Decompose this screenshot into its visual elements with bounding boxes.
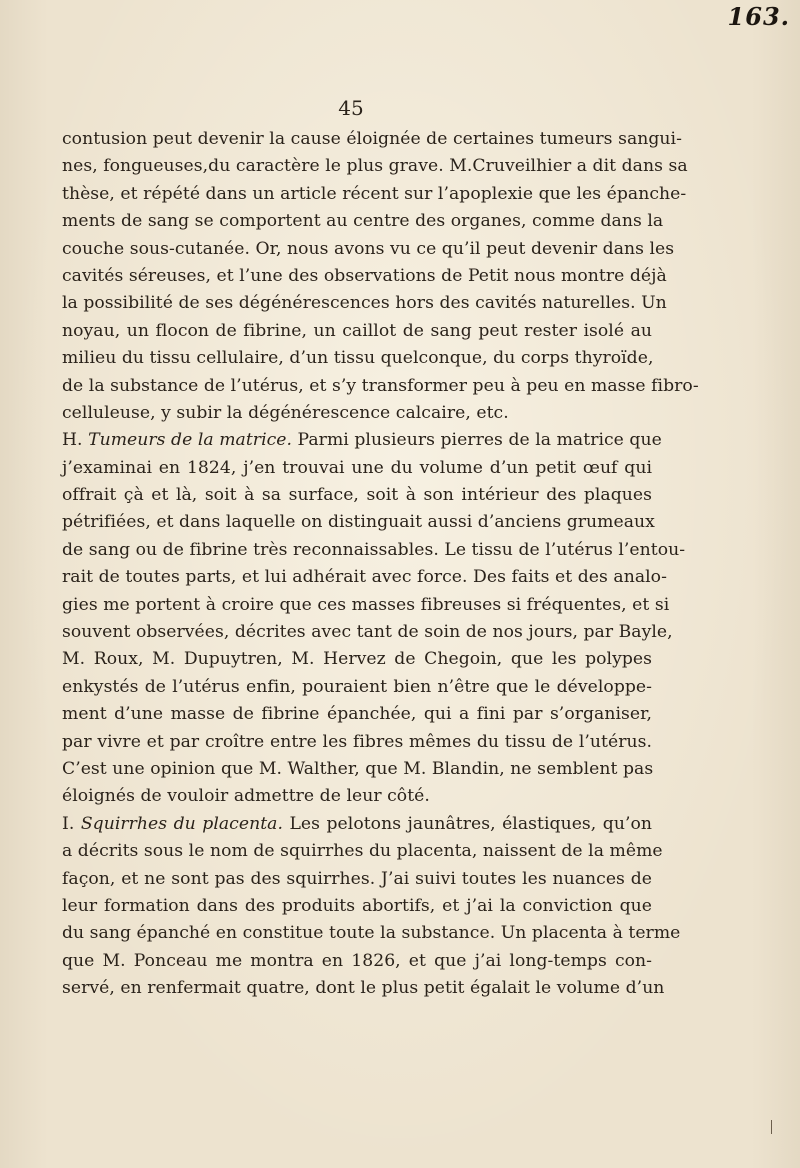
line-text: Parmi plusieurs pierres de la matrice que: [292, 430, 662, 451]
line-text: milieu du tissu cellulaire, d’un tissu quelconque, du corps thyroïde,: [62, 348, 654, 369]
line-text: contusion peut devenir la cause éloignée de certaines tumeurs sangui-: [62, 129, 682, 149]
text-line: [62, 920, 681, 947]
line-text: servé, en renfermait quatre, dont le plus petit égalait le volume d’un: [62, 978, 665, 999]
text-line: [62, 455, 652, 482]
line-text: par vivre et par croître entre les fibres mêmes du tissu de l’utérus.: [62, 731, 652, 752]
line-text: a décrits sous le nom de squirrhes du placenta, naissent de la même: [62, 841, 663, 862]
text-line: [62, 318, 652, 345]
text-line: [62, 619, 673, 646]
line-text: façon, et ne sont pas des squirrhes. J’ai suivi toutes les nuances de: [62, 868, 652, 889]
text-line: [62, 263, 667, 290]
line-text: pétrifiées, et dans laquelle on distinguait aussi d’anciens grumeaux: [62, 512, 655, 533]
text-line: [62, 482, 652, 509]
text-line: [62, 592, 670, 619]
line-text: couche sous-cutanée. Or, nous avons vu ce qu’il peut devenir dans les: [62, 238, 675, 259]
text-line: [62, 948, 652, 975]
line-text: offrait çà et là, soit à sa surface, soit à son intérieur des plaques: [62, 485, 652, 506]
line-text: nes, fongueuses,du caractère le plus grave. M.Cruveilhier a dit dans sa: [62, 156, 688, 177]
text-line: [62, 400, 652, 427]
text-line: [62, 838, 663, 865]
text-line: [62, 181, 687, 208]
text-line: [62, 373, 699, 400]
text-line: [62, 427, 662, 454]
handwritten-folio-number: 163.: [727, 2, 790, 31]
line-text: souvent observées, décrites avec tant de soin de nos jours, par Bayle,: [62, 622, 673, 643]
section-heading: Tumeurs de la matrice.: [88, 430, 293, 451]
text-line: [62, 729, 652, 756]
text-line: [62, 893, 652, 920]
line-text: gies me portent à croire que ces masses fibreuses si fréquentes, et si: [62, 594, 670, 615]
text-line: [62, 208, 664, 235]
line-text: ments de sang se comportent au centre des organes, comme dans la: [62, 211, 664, 232]
line-text: Les pelotons jaunâtres, élastiques, qu’on: [282, 813, 652, 834]
text-line: [62, 537, 686, 564]
line-text: celluleuse, y subir la dégénérescence calcaire, etc.: [62, 402, 509, 423]
text-line: [62, 756, 652, 783]
line-text: enkystés de l’utérus enfin, pouraient bien n’être que le développe-: [62, 676, 652, 697]
text-line: [62, 646, 652, 673]
text-line: [62, 701, 652, 728]
text-line: [62, 783, 652, 810]
text-line: [62, 564, 667, 591]
line-text: de sang ou de fibrine très reconnaissables. Le tissu de l’utérus l’entou-: [62, 539, 686, 560]
line-text: de la substance de l’utérus, et s’y transformer peu à peu en masse fibro-: [62, 375, 699, 396]
text-line: [62, 975, 665, 1002]
line-text: cavités séreuses, et l’une des observations de Petit nous montre déjà: [62, 265, 667, 286]
text-line: [62, 345, 652, 372]
text-line: [62, 126, 682, 153]
text-line: [62, 236, 675, 263]
line-text: leur formation dans des produits abortifs, et j’ai la conviction que: [62, 895, 652, 916]
text-line: [62, 674, 652, 701]
line-text: C’est une opinion que M. Walther, que M. Blandin, ne semblent pas: [62, 758, 654, 779]
text-line: [62, 866, 652, 893]
section-heading: Squirrhes du placenta.: [80, 813, 283, 834]
line-text: du sang épanché en constitue toute la substance. Un placenta à terme: [62, 923, 681, 944]
line-text: éloignés de vouloir admettre de leur côté.: [62, 786, 430, 807]
section-letter: H.: [62, 430, 89, 451]
line-text: thèse, et répété dans un article récent sur l’apoplexie que les épanche-: [62, 183, 687, 204]
line-text: rait de toutes parts, et lui adhérait avec force. Des faits et des analo-: [62, 567, 667, 588]
line-text: la possibilité de ses dégénérescences hors des cavités naturelles. Un: [62, 293, 667, 314]
body-text: [62, 126, 699, 1003]
text-line: [62, 153, 688, 180]
text-line: [62, 811, 652, 838]
text-line: [62, 509, 655, 536]
text-line: [62, 290, 667, 317]
line-text: j’examinai en 1824, j’en trouvai une du volume d’un petit œuf qui: [62, 457, 652, 478]
section-letter: I.: [62, 813, 81, 834]
page-number: 45: [338, 96, 364, 120]
line-text: M. Roux, M. Dupuytren, M. Hervez de Chegoin, que les polypes: [62, 649, 652, 670]
line-text: que M. Ponceau me montra en 1826, et que j’ai long-temps con-: [62, 950, 652, 971]
margin-mark: [771, 1120, 772, 1134]
line-text: noyau, un flocon de fibrine, un caillot de sang peut rester isolé au: [62, 320, 652, 341]
line-text: ment d’une masse de fibrine épanchée, qui a fini par s’organiser,: [62, 704, 652, 725]
